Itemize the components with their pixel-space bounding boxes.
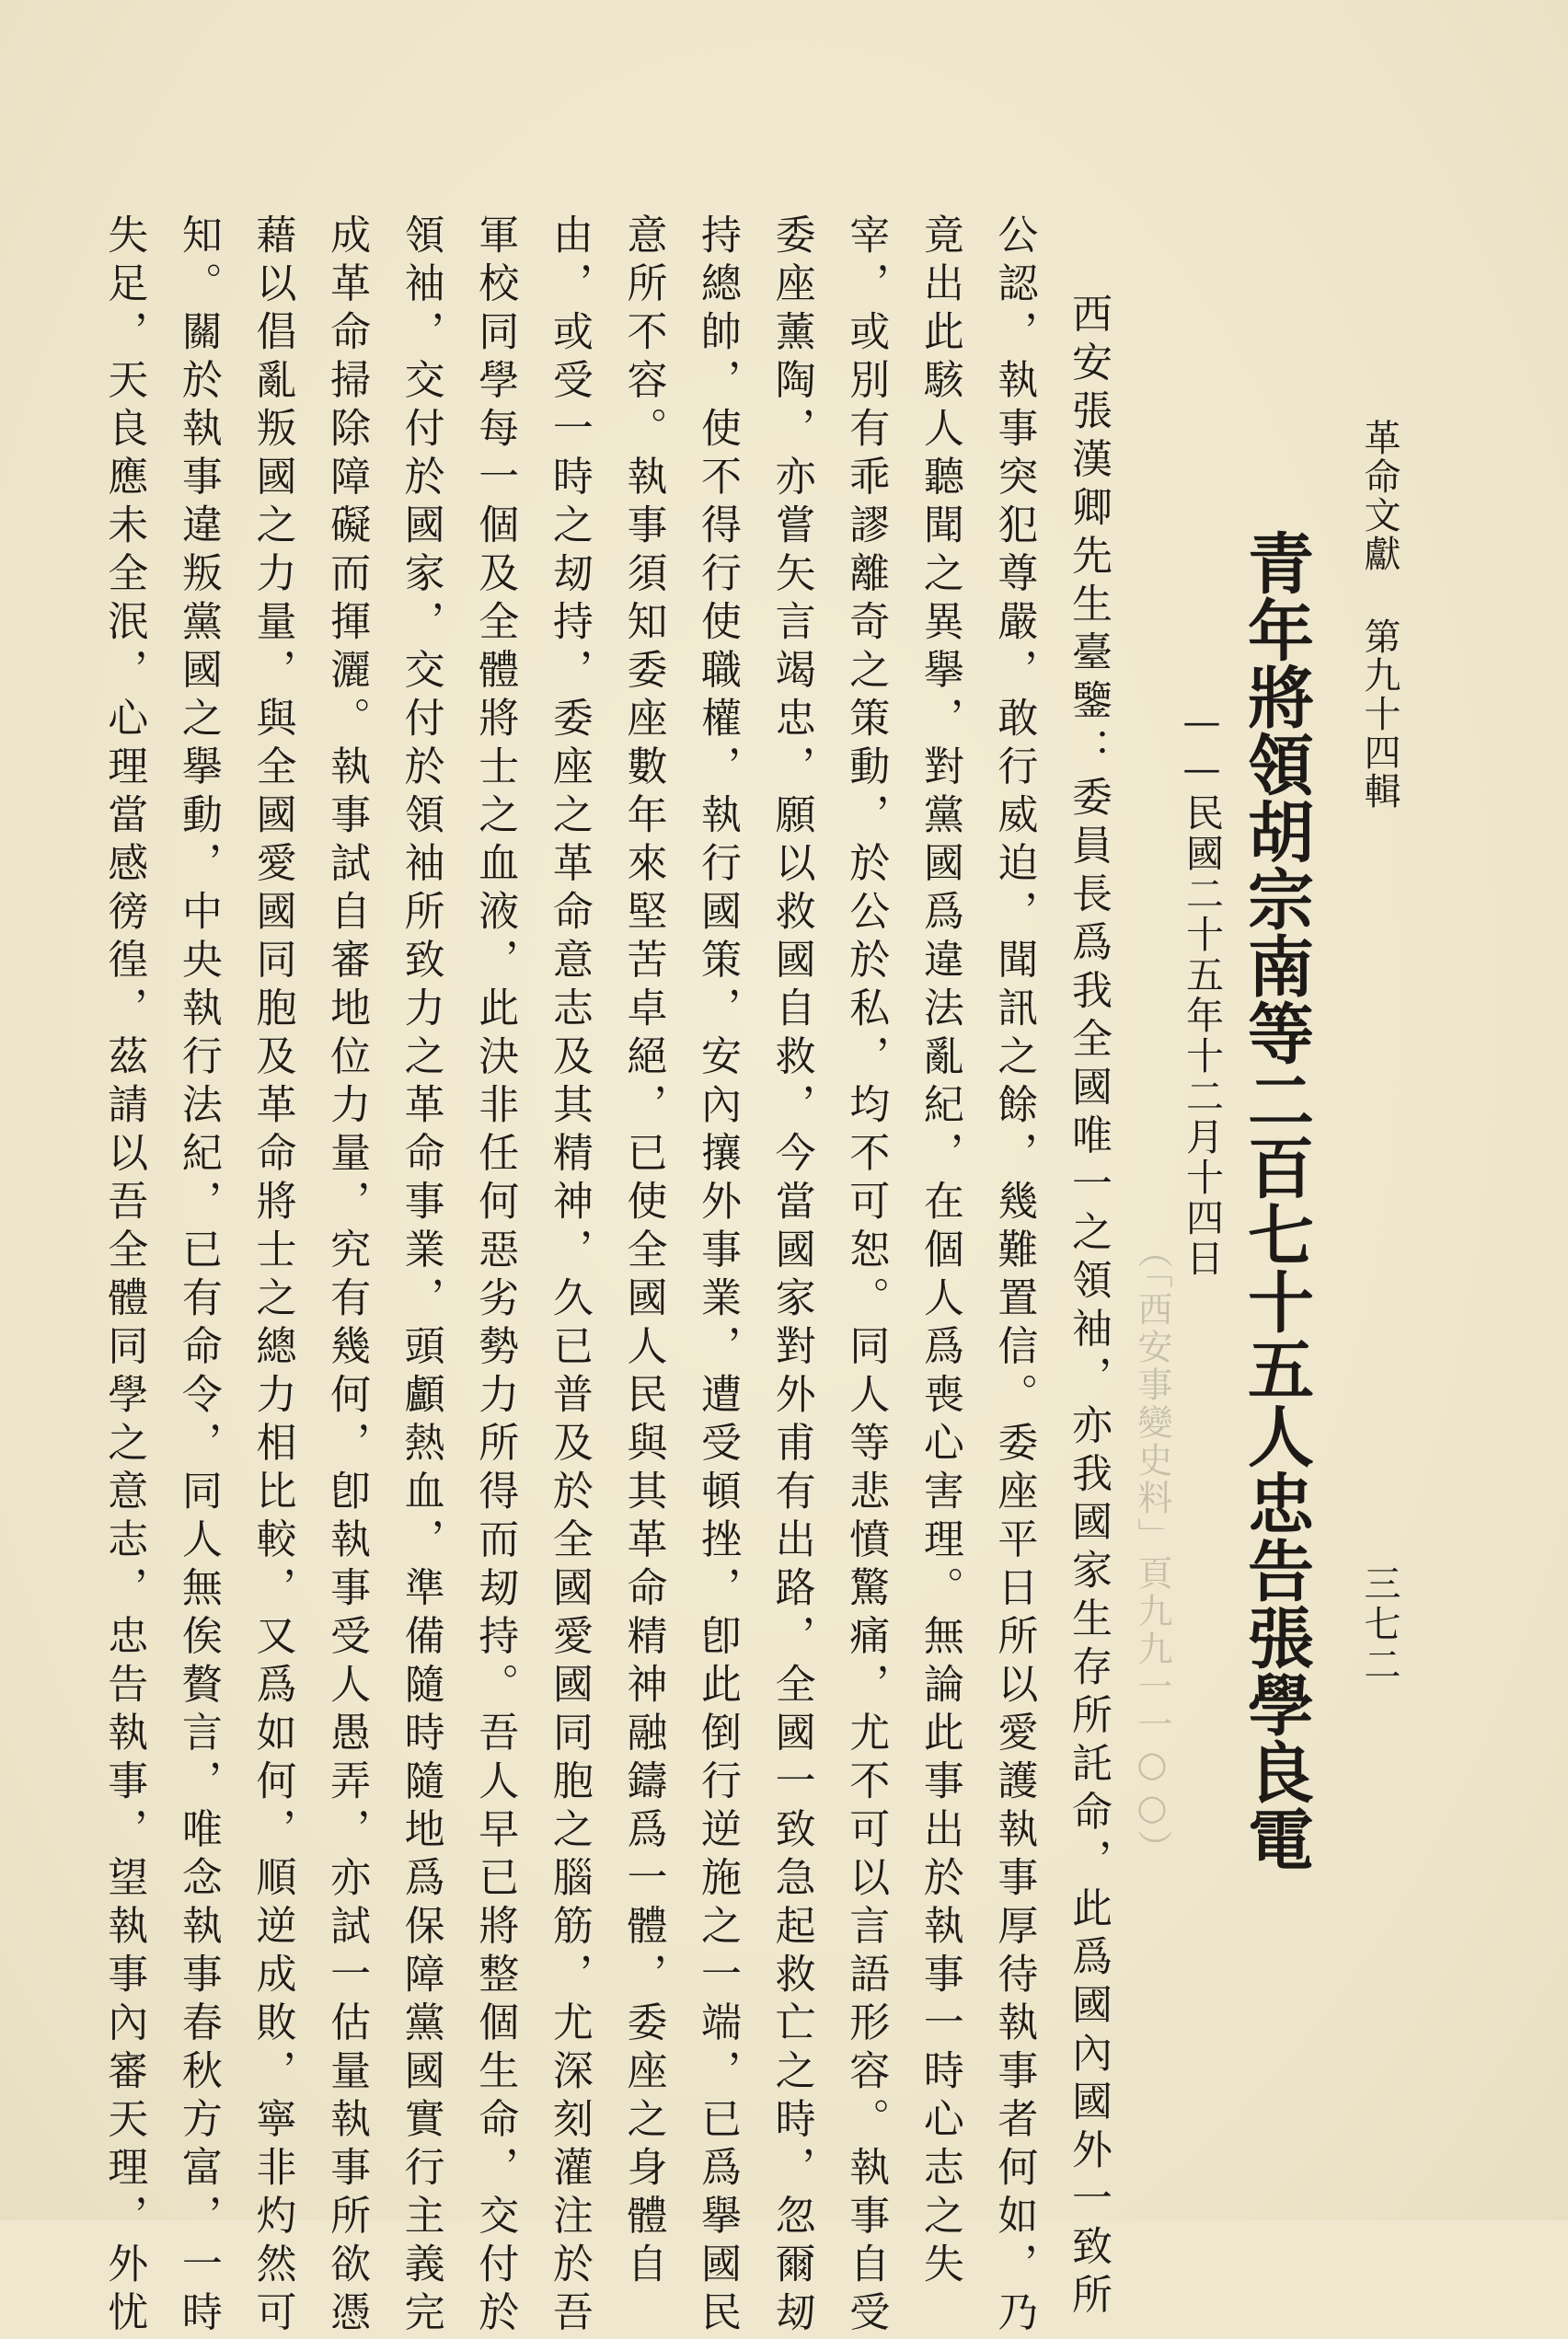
document-date: ——民國二十五年十二月十四日 bbox=[1180, 699, 1224, 1279]
body-column: 領袖，交付於國家，交付於領袖所致力之革命事業，頭顱熱血，準備隨時隨地爲保障黨國實行主義完 bbox=[397, 213, 444, 2339]
body-column: 竟出此駭人聽聞之異擧，對黨國爲違法亂紀，在個人爲喪心害理。無論此事出於執事一時心志之失 bbox=[916, 213, 963, 2291]
running-header: 革命文獻 第九十四輯 bbox=[1358, 419, 1401, 811]
document-title: 青年將領胡宗南等二百七十五人忠告張學良電 bbox=[1237, 529, 1315, 1872]
body-column: 由，或受一時之刼持，委座之革命意志及其精神，久已普及於全國愛國同胞之腦筋，尤深刻灌注於吾 bbox=[545, 213, 593, 2339]
body-column: 持總帥，使不得行使職權，執行國策，安內攘外事業，遭受頓挫，卽此倒行逆施之一端，已爲擧國民 bbox=[694, 213, 742, 2339]
body-column: 知。關於執事違叛黨國之擧動，中央執行法紀，已有命令，同人無俟贅言，唯念執事春秋方富，一時 bbox=[174, 213, 222, 2339]
body-column: 公認，執事突犯尊嚴，敢行威迫，聞訊之餘，幾難置信。委座平日所以愛護執事厚待執事者何如，乃 bbox=[990, 213, 1038, 2339]
page-number: 三七二 bbox=[1358, 1564, 1401, 1686]
body-column: 軍校同學每一個及全體將士之血液，此決非任何惡劣勢力所得而刼持。吾人早已將整個生命，交付於 bbox=[471, 213, 519, 2339]
body-column: 意所不容。執事須知委座數年來堅苦卓絕，已使全國人民與其革命精神融鑄爲一體，委座之身體自 bbox=[619, 213, 667, 2291]
document-body bbox=[100, 213, 1124, 2339]
body-column: 失足，天良應未全泯，心理當感徬徨，茲請以吾全體同學之意志，忠告執事，望執事內審天理，外忧 bbox=[100, 213, 148, 2339]
body-column: 藉以倡亂叛國之力量，與全國愛國同胞及革命將士之總力相比較，又爲如何，順逆成敗，寧非灼然可 bbox=[248, 213, 296, 2339]
body-column: 宰，或別有乖謬離奇之策動，於公於私，均不可恕。同人等悲憤驚痛，尤不可以言語形容。執事自受 bbox=[842, 213, 890, 2339]
body-column: 委座薰陶，亦嘗矢言竭忠，願以救國自救，今當國家對外甫有出路，全國一致急起救亡之時，忽爾刼 bbox=[767, 213, 815, 2339]
body-column: 成革命掃除障礙而揮灑。執事試自審地位力量，究有幾何，卽執事受人愚弄，亦試一估量執事所欲憑 bbox=[323, 213, 371, 2339]
bleed-through-citation: （「西安事變史料」頁九九一一○○） bbox=[1132, 1233, 1172, 1868]
body-column: 西安張漢卿先生臺鑒：委員長爲我全國唯一之領袖，亦我國家生存所託命，此爲國內國外一致所 bbox=[1065, 293, 1112, 2322]
